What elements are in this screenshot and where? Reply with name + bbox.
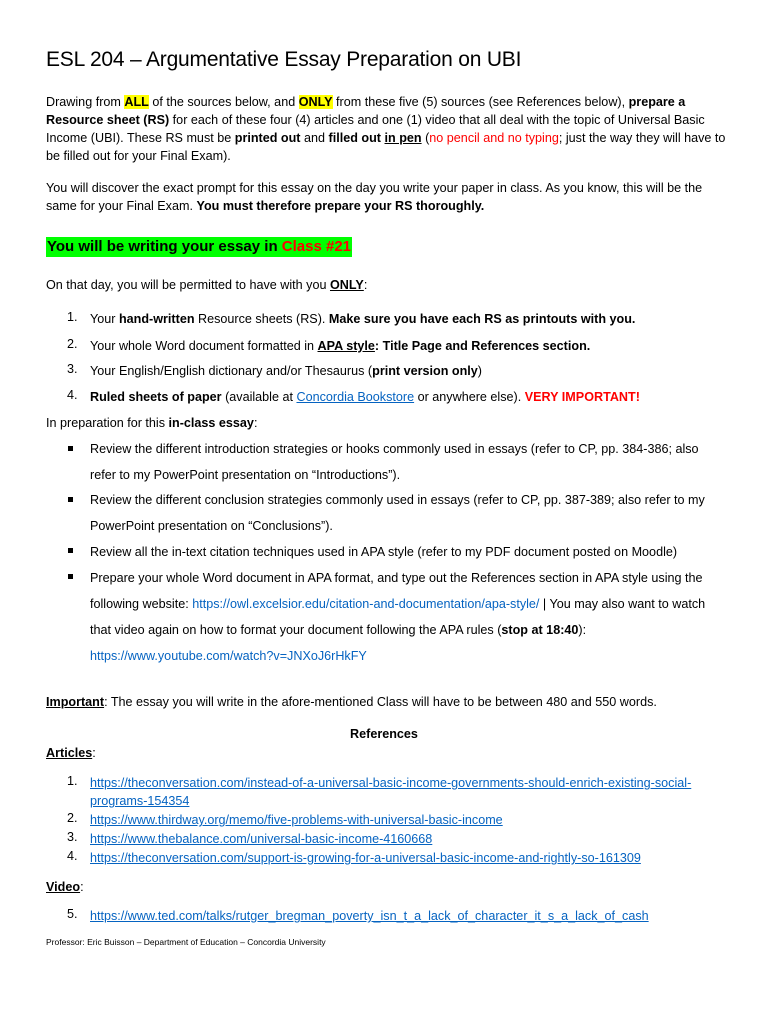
ref-item: [90, 811, 730, 829]
owl-excelsior-link[interactable]: https://owl.excelsior.edu/citation-and-documentation/apa-style/: [192, 597, 540, 611]
filled-bold: filled out: [328, 131, 381, 145]
item-text: Your whole Word document formatted in: [90, 339, 318, 353]
ref-number: 3.: [67, 830, 78, 844]
printed-bold: printed out: [234, 131, 301, 145]
prep-colon: :: [253, 416, 258, 430]
footer: Professor: Eric Buisson – Department of Education – Concordia University: [46, 937, 326, 947]
bullet-item: Review all the in-text citation techniques used in APA style (refer to my PDF document posted on Moodle): [90, 545, 678, 559]
stop-time-bold: stop at 18:40: [501, 623, 579, 637]
intro-text: and: [300, 131, 329, 145]
concordia-bookstore-link[interactable]: Concordia Bookstore: [296, 390, 415, 404]
banner-class: Class #21: [281, 238, 352, 255]
references-heading: References: [350, 727, 418, 741]
item-bold: hand-written: [118, 312, 195, 326]
item-text: or anywhere else).: [414, 390, 525, 404]
list-number: 3.: [67, 362, 78, 376]
item-text: Resource sheets (RS).: [194, 312, 329, 326]
bullet-item: Review the different introduction strategies or hooks commonly used in essays (refer to CP, pp. 384-386; also refer to my PowerPoint presentation on “Introductions”).: [90, 442, 699, 482]
list-number: 2.: [67, 337, 78, 351]
list-number: 4.: [67, 388, 78, 402]
very-important-warning: VERY IMPORTANT!: [524, 390, 640, 404]
intro-text: of the sources below, and: [148, 95, 299, 109]
video-label: Video: [46, 880, 81, 894]
bullet-text: ):: [578, 623, 587, 637]
discover-text: You will discover the exact prompt for this essay on the day you write your paper in class. As you know, this will be the same for your Final Exam.: [46, 181, 703, 213]
video-heading: Video:: [46, 880, 84, 894]
articles-heading: Articles:: [46, 746, 96, 760]
ref-number: 1.: [67, 774, 78, 788]
important-paragraph: [46, 693, 726, 711]
on-that-day-only: ONLY: [329, 278, 364, 292]
in-pen-bold: in pen: [384, 131, 422, 145]
bullet-text: Prepare your whole Word document in APA format, and type out the References section in APA style using the following website:: [90, 571, 703, 611]
discover-paragraph: [46, 179, 726, 215]
important-label: Important: [46, 695, 105, 709]
bullet-text: | You may also want to watch that video again on how to format your document following the APA rules (: [90, 597, 706, 637]
intro-text: for each of these four (4) articles and one (1) video that all deal with the topic of Universal Basic Income (UBI). These RS must be: [46, 113, 705, 145]
prep-bold: in-class essay: [168, 416, 254, 430]
bullet-item: [90, 565, 722, 669]
prep-paragraph: [46, 414, 726, 432]
item-bold: print version only: [372, 364, 478, 378]
on-that-day: [46, 276, 726, 294]
item-text: Your English/English dictionary and/or Thesaurus (: [90, 364, 373, 378]
video-link[interactable]: https://www.ted.com/talks/rutger_bregman_poverty_isn_t_a_lack_of_character_it_s_a_lack_of_cash: [90, 909, 649, 923]
page-title: ESL 204 – Argumentative Essay Preparation on UBI: [46, 48, 522, 71]
list-number: 1.: [67, 310, 78, 324]
ref-number: 2.: [67, 811, 78, 825]
ref-number: 5.: [67, 907, 78, 921]
prepare-bold: prepare a Resource sheet (RS): [46, 95, 686, 127]
bullet-item: Review the different conclusion strategies commonly used in essays (refer to CP, pp. 387-389; also refer to my PowerPoint presentation on “Conclusions”).: [90, 493, 705, 533]
item-bold: Ruled sheets of paper: [90, 390, 222, 404]
article-link[interactable]: https://www.thebalance.com/universal-basic-income-4160668: [90, 832, 433, 846]
item-text: Your: [90, 312, 119, 326]
item-bold: : Title Page and References section.: [374, 339, 591, 353]
on-that-day-text: On that day, you will be permitted to have with you: [46, 278, 330, 292]
important-text: : The essay you will write in the afore-mentioned Class will have to be between 480 and 550 words.: [104, 695, 657, 709]
bullet-marker: [68, 548, 73, 553]
article-link[interactable]: https://theconversation.com/support-is-growing-for-a-universal-basic-income-and-rightly-so-161309: [90, 851, 641, 865]
item-text: ): [477, 364, 482, 378]
article-link[interactable]: https://www.thirdway.org/memo/five-problems-with-universal-basic-income: [90, 813, 503, 827]
on-that-day-colon: :: [363, 278, 368, 292]
bullet-marker: [68, 497, 73, 502]
bullet-marker: [68, 446, 73, 451]
list-item: [90, 362, 730, 380]
banner-text: You will be writing your essay in: [47, 238, 282, 255]
intro-text: ; just the way they will have to be filled out for your Final Exam).: [46, 131, 726, 163]
list-item: [90, 337, 730, 355]
intro-text: Drawing from: [46, 95, 125, 109]
class-banner: [46, 237, 352, 257]
item-bold: Make sure you have each RS as printouts with you.: [328, 312, 636, 326]
ref-item: [90, 907, 730, 925]
only-highlight: ONLY: [298, 95, 333, 109]
discover-bold: You must therefore prepare your RS thoroughly.: [196, 199, 485, 213]
list-item: [90, 310, 730, 328]
list-item: [90, 388, 730, 406]
all-highlight: ALL: [124, 95, 149, 109]
item-text: (available at: [221, 390, 297, 404]
intro-text: (: [421, 131, 430, 145]
intro-text: from these five (5) sources (see References below),: [332, 95, 629, 109]
article-link[interactable]: https://theconversation.com/instead-of-a-universal-basic-income-governments-should-enrich-existing-social-programs-154354: [90, 776, 692, 808]
ref-item: [90, 830, 730, 848]
prep-text: In preparation for this: [46, 416, 169, 430]
intro-paragraph: [46, 93, 726, 165]
articles-label: Articles: [46, 746, 93, 760]
ref-item: [90, 774, 720, 810]
ref-number: 4.: [67, 849, 78, 863]
item-bold: APA style: [317, 339, 375, 353]
no-pencil-warning: no pencil and no typing: [429, 131, 559, 145]
youtube-link[interactable]: https://www.youtube.com/watch?v=JNXoJ6rHkFY: [90, 649, 367, 663]
bullet-marker: [68, 574, 73, 579]
ref-item: [90, 849, 730, 867]
